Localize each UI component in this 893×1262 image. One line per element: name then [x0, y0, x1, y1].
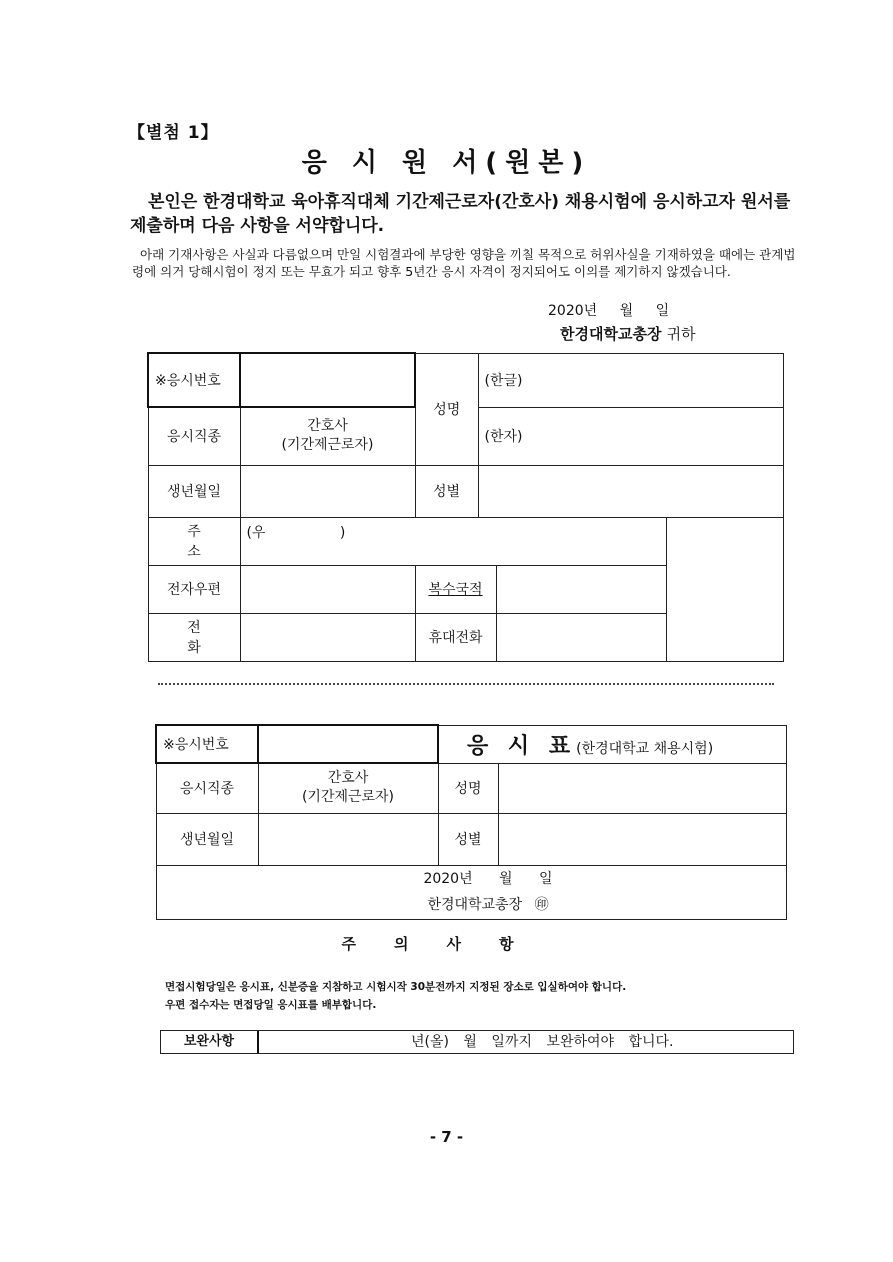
- ticket-title-main: 응 시 표: [467, 733, 577, 759]
- notice-text: 아래 기재사항은 사실과 다름없으며 만일 시험결과에 부당한 영향을 끼칠 목적으로 허위사실을 기재하였을 때에는 관계법령에 의거 당해시험이 정지 또는 무효가 되고 향후 5년간 응시 자격이 정지되어도 이의를 제기하지 않겠습니다.: [132, 247, 796, 279]
- seal-icon: ㊞: [534, 897, 549, 913]
- ticket-gender-label: 성별: [438, 813, 498, 865]
- address-label: 주 소: [148, 517, 240, 565]
- ticket-job-type-label: 응시직종: [156, 763, 258, 813]
- notes-heading: 주의사항: [341, 935, 552, 953]
- ticket-name-field[interactable]: [498, 763, 786, 813]
- ticket-job-type-value: [258, 763, 438, 813]
- photo-box: [666, 517, 783, 661]
- ticket-birth-date-label: 생년월일: [156, 813, 258, 865]
- ticket-title: [438, 725, 786, 763]
- ticket-title-sub: (한경대학교 채용시험): [576, 740, 714, 757]
- addressee-name: 한경대학교총장: [560, 325, 662, 343]
- address-field[interactable]: [240, 517, 666, 565]
- supplement-box: [160, 1030, 794, 1054]
- ticket-job-type-sub: (기간제근로자): [301, 789, 395, 806]
- exam-number-label: ※응시번호: [148, 353, 240, 407]
- notes-line-1: 면접시험당일은 응시표, 신분증을 지참하고 시험시작 30분전까지 지정된 장소로 입실하여야 합니다.: [165, 981, 627, 993]
- gender-field[interactable]: [478, 465, 783, 517]
- annex-label: 【별첨 1】: [128, 123, 219, 143]
- ticket-name-label: 성명: [438, 763, 498, 813]
- notes-body: [165, 978, 795, 1014]
- mobile-field[interactable]: [496, 613, 666, 661]
- ticket-birth-date-field[interactable]: [258, 813, 438, 865]
- ticket-issuer-cell: [156, 865, 786, 919]
- job-type-value-main: 간호사: [307, 418, 348, 435]
- job-type-value-sub: (기간제근로자): [281, 437, 374, 454]
- pledge-statement: 본인은 한경대학교 육아휴직대체 기간제근로자(간호사) 채용시험에 응시하고자 원서를 제출하며 다음 사항을 서약합니다.: [130, 192, 791, 236]
- postal-code-mark: (우 ): [246, 524, 346, 541]
- addressee: [560, 323, 696, 344]
- ticket-exam-number-field[interactable]: [258, 725, 438, 763]
- phone-field[interactable]: [240, 613, 415, 661]
- application-form-table: [147, 352, 784, 662]
- ticket-exam-number-label: ※응시번호: [156, 725, 258, 763]
- name-korean-label: (한글): [484, 373, 523, 389]
- ticket-job-type-main: 간호사: [327, 770, 369, 787]
- notes-line-2: 우편 접수자는 면접당일 응시표를 배부합니다.: [165, 999, 377, 1011]
- ticket-date: 2020년 월 일: [423, 871, 553, 887]
- mobile-label: 휴대전화: [415, 613, 496, 661]
- supplement-label: 보완사항: [161, 1031, 259, 1053]
- addressee-suffix: 귀하: [666, 325, 696, 343]
- exam-number-field[interactable]: [240, 353, 415, 407]
- supplement-text: 년(올) 월 일까지 보완하여야 합니다.: [411, 1034, 674, 1050]
- name-hanja-label: (한자): [484, 429, 523, 445]
- email-field[interactable]: [240, 565, 415, 613]
- application-date: 2020년 월 일: [548, 303, 670, 319]
- exam-ticket-table: [155, 724, 787, 920]
- phone-label: 전 화: [148, 613, 240, 661]
- job-type-label: 응시직종: [148, 407, 240, 465]
- job-type-value: [240, 407, 415, 465]
- page-number: - 7 -: [429, 1128, 464, 1146]
- name-korean-field[interactable]: [478, 353, 783, 407]
- name-label: 성명: [415, 353, 478, 465]
- dual-nationality-label: 복수국적: [415, 565, 496, 613]
- email-label: 전자우편: [148, 565, 240, 613]
- form-title: 응 시 원 서(원본): [301, 148, 592, 178]
- gender-label: 성별: [415, 465, 478, 517]
- ticket-president: 한경대학교총장: [427, 897, 523, 913]
- dual-nationality-field[interactable]: [496, 565, 666, 613]
- birth-date-label: 생년월일: [148, 465, 240, 517]
- cut-line: [158, 683, 774, 685]
- name-hanja-field[interactable]: [478, 407, 783, 465]
- ticket-gender-field[interactable]: [498, 813, 786, 865]
- ticket-issuer: [197, 892, 780, 918]
- birth-date-field[interactable]: [240, 465, 415, 517]
